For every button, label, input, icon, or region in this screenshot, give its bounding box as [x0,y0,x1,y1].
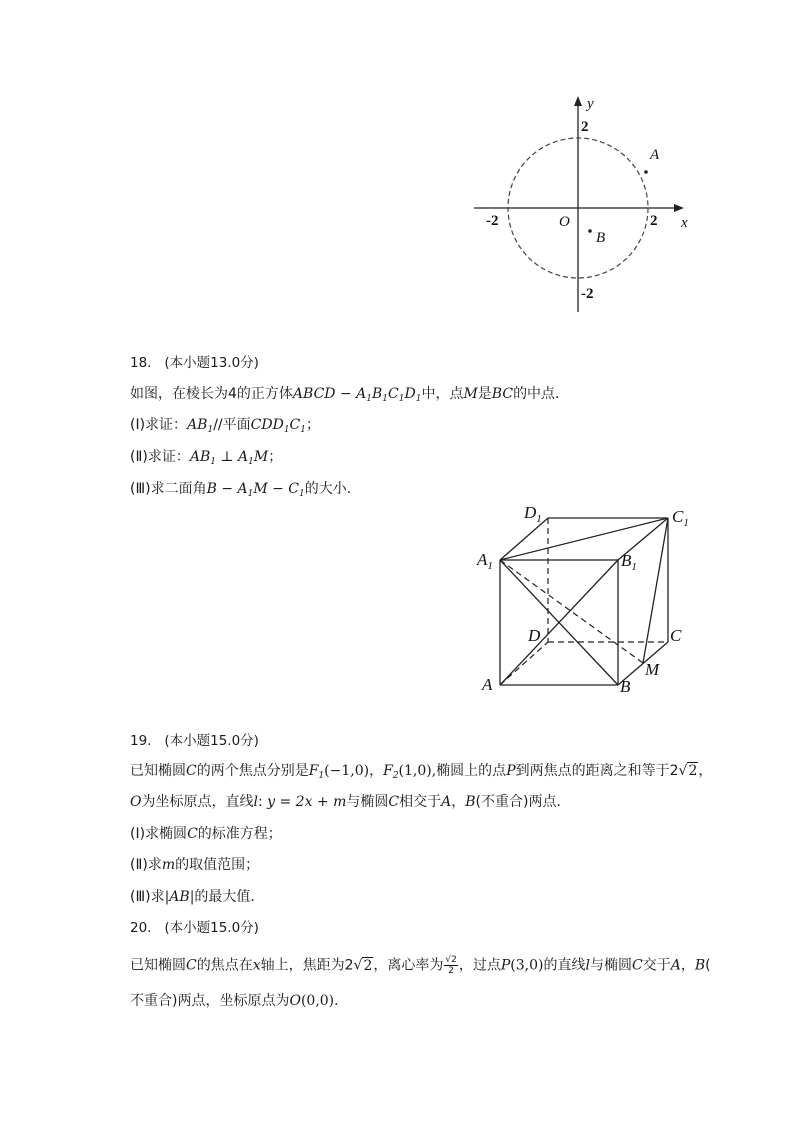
q19-text-2h: (不重合)两点． [475,794,571,810]
q20-text-1j: ( [705,957,711,974]
q19-line-name: l [253,794,258,810]
q19-text-2d: : [257,794,268,810]
q19-text-2g: ， [451,794,466,810]
tick-label-bottom: -2 [581,286,594,302]
q19-text-1a: 已知椭圆 [130,763,186,779]
label-b: B [620,677,631,696]
q18-stem-text-3: 是 [477,386,492,402]
q18-part-3: (Ⅲ)求二面角$B - A_1M - C_1$的大小． [130,481,361,499]
q18-stem-text-4: 的中点． [513,386,570,402]
q20-line-2: 不重合)两点，坐标原点为O(0,0)． [130,993,349,1009]
q20-text-1f: (3,0)的直线 [510,957,586,974]
label-a: A [482,675,493,694]
q19-part-2-var: m [161,857,176,873]
tick-label-left: -2 [486,213,499,229]
q20-number: 20. [130,920,152,936]
tick-label-top: 2 [581,119,589,135]
q20-text-2b: (0,0)． [300,993,349,1009]
q18-part-3-end: 的大小． [304,481,361,497]
q19-text-1e: 到两焦点的距离之和等于2 [515,763,679,779]
q20-score: (本小题15.0分) [164,920,259,936]
q19-text-2b: 为坐标原点，直线 [141,794,254,810]
point-b-label: B [596,230,606,246]
sqrt-expression: √2 [353,957,373,974]
q20-text-1c: 轴上，焦距为2 [260,957,354,974]
label-b1: $B_1$ [621,551,637,573]
q18-part-1-mid: //平面 [213,417,251,433]
q18-part-1: (Ⅰ)求证：$AB_1//$平面$CDD_1C_1$； [130,417,320,435]
q19-part-2-label: (Ⅱ)求 [130,857,162,873]
q19-part-2 [130,855,259,875]
q19-part-3-var: |AB| [164,889,195,905]
q20-text-1g: 与椭圆 [589,957,632,974]
q19-part-1-label: (Ⅰ)求椭圆 [130,826,188,842]
q20-line-1: 已知椭圆C的焦点在x轴上，焦距为2√2，离心率为 $\frac{√2}{2}$ ，过点P(3,0)的直线l与椭圆C交于A，B( [130,955,711,976]
origin-label: O [559,214,570,230]
q19-part-2-end: 的取值范围； [175,857,260,873]
q20-text-1a: 已知椭圆 [130,957,186,974]
q18-part-3-label: (Ⅲ)求二面角 [130,481,207,497]
hidden-diag-a1-m [500,560,643,663]
q19-text-1b: 的两个焦点分别是 [196,763,309,779]
q19-line-equation: y = 2x + m [267,794,347,810]
q19-part-3-label: (Ⅲ)求 [130,889,165,905]
q19-text-1c: (−1,0)， [324,763,384,779]
y-axis-label: y [587,96,594,112]
q20-text-1d: ，离心率为 [373,957,444,974]
tick-label-right: 2 [650,213,658,229]
q19-origin: O [130,794,142,810]
q19-text-2e: 与椭圆 [346,794,389,810]
point-a-label: A [650,147,660,163]
q20-text-2a: 不重合)两点，坐标原点为 [130,993,290,1009]
q20-text-1h: 交于 [642,957,671,974]
q18-stem: 如图，在棱长为4的正方体ABCD − $A_1B_1C_1D_1$中，点M是BC的中点． [130,386,570,404]
q19-line-1: 已知椭圆C的两个焦点分别是$F_1(-1,0)$，$F_2(1,0)$,椭圆上的点P到两焦点的距离之和等于2√2， [130,763,713,781]
cube-figure [472,500,702,700]
label-d: D [528,626,541,645]
point-b [588,229,592,233]
sqrt-expression: √2 [678,763,698,779]
perp-symbol: ⊥ [215,449,239,465]
diag-c1-m [643,518,668,663]
eccentricity-fraction: $\frac{√2}{2}$ [445,955,457,976]
label-d1: $D_1$ [524,503,542,525]
label-m: M [645,660,660,679]
q19-line-2: O为坐标原点，直线l: y = 2x + m与椭圆C相交于A，B(不重合)两点． [130,794,571,810]
q18-stem-text-2: 中，点 [421,386,464,402]
x-axis-label: x [681,215,688,231]
q20-text-1b: 的焦点在 [196,957,253,974]
q19-header [130,731,259,751]
q19-part-1: (Ⅰ)求椭圆C的标准方程； [130,826,282,842]
q18-stem-text: 如图，在棱长为4的正方体 [130,386,293,402]
q18-header [130,353,259,373]
q20-text-1i: ， [680,957,695,974]
q18-part-2-label: (Ⅱ)求证： [130,449,190,465]
q18-score: (本小题13.0分) [164,355,259,371]
x-axis-arrow [674,204,684,212]
q19-part-1-end: 的标准方程； [197,826,282,842]
label-c: C [670,626,682,645]
label-a1: $A_1$ [477,550,493,572]
q20-text-1e: ，过点 [458,957,501,974]
cube-name: ABCD − $A_1B_1C_1D_1$ [292,386,422,404]
point-a [644,170,648,174]
q19-number: 19. [130,733,152,749]
q18-part-1-label: (Ⅰ)求证： [130,417,188,433]
q20-header [130,918,259,938]
q19-text-1f: ， [698,763,713,779]
q18-part-2-end: ； [268,449,283,465]
q18-number: 18. [130,355,152,371]
q18-part-2: (Ⅱ)求证：$AB_1$ ⊥ $A_1M$； [130,449,283,467]
q19-text-2f: 相交于 [399,794,442,810]
q19-text-1d: (1,0),椭圆上的点 [398,763,507,779]
q18-part-1-end: ； [306,417,320,433]
q19-part-3 [130,887,264,907]
q19-part-3-end: 的最大值． [194,889,265,905]
circle-figure [470,92,700,318]
q19-score: (本小题15.0分) [164,733,259,749]
hidden-edge-a-d [500,642,548,685]
y-axis-arrow [574,96,582,106]
label-c1: $C_1$ [672,507,689,529]
